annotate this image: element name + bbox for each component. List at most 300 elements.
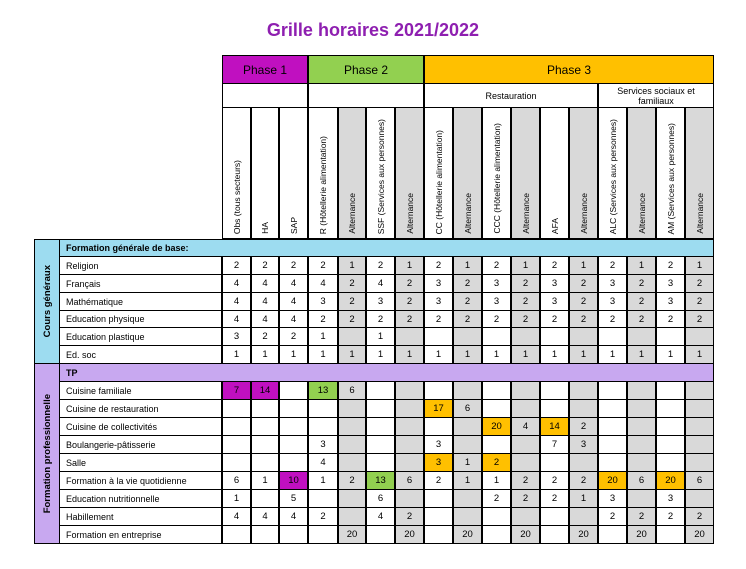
table-cell: 1 bbox=[453, 472, 482, 490]
table-cell bbox=[424, 382, 453, 400]
table-cell: 6 bbox=[222, 472, 251, 490]
table-cell: 4 bbox=[222, 293, 251, 311]
table-cell: 20 bbox=[627, 526, 656, 544]
table-cell: 4 bbox=[366, 508, 395, 526]
table-cell bbox=[395, 436, 424, 454]
table-cell bbox=[482, 400, 511, 418]
table-cell: 7 bbox=[540, 436, 569, 454]
table-cell bbox=[338, 328, 366, 346]
table-cell bbox=[482, 382, 511, 400]
table-cell bbox=[453, 418, 482, 436]
section-header: TP bbox=[60, 364, 714, 382]
table-cell: 2 bbox=[424, 472, 453, 490]
table-cell bbox=[222, 418, 251, 436]
phase-header: Phase 3 bbox=[424, 55, 714, 84]
row-label: Mathématique bbox=[60, 293, 222, 311]
table-cell: 3 bbox=[656, 293, 685, 311]
table-cell: 2 bbox=[511, 490, 540, 508]
table-cell bbox=[598, 328, 627, 346]
table-cell bbox=[511, 508, 540, 526]
table-cell: 3 bbox=[569, 436, 598, 454]
table-cell: 2 bbox=[338, 293, 366, 311]
column-header-label: SAP bbox=[288, 216, 299, 234]
table-cell: 4 bbox=[251, 311, 279, 328]
table-cell bbox=[251, 418, 279, 436]
table-cell: 2 bbox=[685, 293, 714, 311]
table-cell: 1 bbox=[453, 454, 482, 472]
row-label: Formation à la vie quotidienne bbox=[60, 472, 222, 490]
row-label: Formation en entreprise bbox=[60, 526, 222, 544]
table-cell bbox=[308, 418, 338, 436]
table-cell: 20 bbox=[338, 526, 366, 544]
table-cell bbox=[222, 400, 251, 418]
table-cell bbox=[279, 454, 308, 472]
table-cell: 14 bbox=[251, 382, 279, 400]
table-cell: 1 bbox=[569, 346, 598, 364]
table-cell bbox=[279, 418, 308, 436]
table-cell: 2 bbox=[598, 311, 627, 328]
table-cell: 2 bbox=[395, 508, 424, 526]
table-cell bbox=[251, 400, 279, 418]
column-header bbox=[222, 108, 251, 239]
column-header-label: AFA bbox=[549, 217, 560, 234]
table-cell: 1 bbox=[366, 328, 395, 346]
table-cell: 1 bbox=[222, 490, 251, 508]
column-header bbox=[569, 108, 598, 239]
table-cell bbox=[453, 328, 482, 346]
table-cell: 2 bbox=[627, 311, 656, 328]
table-cell: 2 bbox=[540, 257, 569, 275]
table-cell bbox=[511, 328, 540, 346]
table-cell: 17 bbox=[424, 400, 453, 418]
table-cell: 3 bbox=[540, 293, 569, 311]
table-cell bbox=[598, 400, 627, 418]
table-cell: 10 bbox=[279, 472, 308, 490]
column-header bbox=[424, 108, 453, 239]
table-cell: 3 bbox=[308, 293, 338, 311]
table-cell: 4 bbox=[279, 311, 308, 328]
table-cell bbox=[598, 418, 627, 436]
table-cell bbox=[395, 382, 424, 400]
table-cell bbox=[511, 400, 540, 418]
table-cell: 4 bbox=[222, 508, 251, 526]
table-cell: 1 bbox=[424, 346, 453, 364]
table-cell: 1 bbox=[627, 257, 656, 275]
table-cell bbox=[338, 400, 366, 418]
table-cell: 2 bbox=[308, 311, 338, 328]
phase-header: Phase 2 bbox=[308, 55, 424, 84]
table-cell bbox=[540, 328, 569, 346]
table-cell: 4 bbox=[251, 275, 279, 293]
table-cell: 3 bbox=[540, 275, 569, 293]
column-header-label: ALC (Services aux personnes) bbox=[607, 118, 618, 234]
table-cell: 20 bbox=[511, 526, 540, 544]
table-cell: 13 bbox=[366, 472, 395, 490]
table-cell bbox=[685, 328, 714, 346]
table-cell bbox=[685, 490, 714, 508]
table-cell: 14 bbox=[540, 418, 569, 436]
table-cell: 3 bbox=[598, 293, 627, 311]
table-cell: 1 bbox=[656, 346, 685, 364]
table-cell: 3 bbox=[656, 490, 685, 508]
table-cell: 1 bbox=[511, 257, 540, 275]
table-cell bbox=[366, 400, 395, 418]
table-cell: 2 bbox=[338, 311, 366, 328]
table-cell bbox=[279, 382, 308, 400]
table-cell: 1 bbox=[685, 257, 714, 275]
table-cell bbox=[222, 436, 251, 454]
table-cell: 20 bbox=[482, 418, 511, 436]
table-cell: 2 bbox=[627, 293, 656, 311]
table-cell: 2 bbox=[279, 328, 308, 346]
subgroup-restauration: Restauration bbox=[424, 84, 598, 108]
table-cell: 1 bbox=[453, 257, 482, 275]
table-cell bbox=[251, 490, 279, 508]
table-cell: 2 bbox=[540, 311, 569, 328]
table-cell bbox=[366, 382, 395, 400]
table-cell bbox=[453, 436, 482, 454]
table-cell: 2 bbox=[511, 293, 540, 311]
table-cell bbox=[424, 490, 453, 508]
row-label: Education nutritionnelle bbox=[60, 490, 222, 508]
table-cell: 20 bbox=[569, 526, 598, 544]
table-cell bbox=[395, 418, 424, 436]
table-cell: 1 bbox=[338, 257, 366, 275]
column-header bbox=[511, 108, 540, 239]
table-cell bbox=[395, 490, 424, 508]
table-cell: 2 bbox=[395, 293, 424, 311]
table-cell: 2 bbox=[482, 454, 511, 472]
column-header bbox=[338, 108, 366, 239]
table-cell: 2 bbox=[424, 311, 453, 328]
table-cell bbox=[685, 400, 714, 418]
column-header bbox=[685, 108, 714, 239]
table-cell: 1 bbox=[222, 346, 251, 364]
table-cell: 1 bbox=[395, 257, 424, 275]
table-cell bbox=[598, 454, 627, 472]
table-cell: 2 bbox=[569, 293, 598, 311]
table-cell bbox=[308, 526, 338, 544]
table-cell bbox=[251, 436, 279, 454]
table-cell: 2 bbox=[569, 275, 598, 293]
table-cell bbox=[598, 436, 627, 454]
table-cell bbox=[251, 454, 279, 472]
subgroup-services: Services sociaux et familiaux bbox=[598, 84, 714, 108]
table-cell bbox=[395, 400, 424, 418]
table-cell: 7 bbox=[222, 382, 251, 400]
column-header bbox=[656, 108, 685, 239]
table-cell: 1 bbox=[569, 490, 598, 508]
table-cell: 1 bbox=[308, 472, 338, 490]
table-cell: 6 bbox=[685, 472, 714, 490]
table-cell: 20 bbox=[685, 526, 714, 544]
table-cell bbox=[424, 526, 453, 544]
table-cell: 2 bbox=[482, 257, 511, 275]
table-cell bbox=[656, 382, 685, 400]
subgroup-empty bbox=[222, 84, 308, 108]
column-header-label: Alternance bbox=[347, 193, 357, 234]
column-header-label: SSF (Services aux personnes) bbox=[375, 118, 386, 234]
table-cell bbox=[540, 508, 569, 526]
table-cell: 20 bbox=[598, 472, 627, 490]
table-cell bbox=[627, 328, 656, 346]
table-cell: 2 bbox=[338, 472, 366, 490]
row-label: Cuisine de collectivités bbox=[60, 418, 222, 436]
table-cell: 4 bbox=[251, 293, 279, 311]
table-cell: 2 bbox=[569, 418, 598, 436]
table-cell bbox=[279, 400, 308, 418]
table-cell: 2 bbox=[598, 508, 627, 526]
table-cell bbox=[338, 508, 366, 526]
table-cell: 3 bbox=[424, 436, 453, 454]
column-header bbox=[308, 108, 338, 239]
table-cell: 3 bbox=[598, 275, 627, 293]
table-cell: 4 bbox=[308, 275, 338, 293]
table-cell bbox=[627, 418, 656, 436]
column-header bbox=[366, 108, 395, 239]
table-cell: 4 bbox=[511, 418, 540, 436]
table-cell: 2 bbox=[366, 257, 395, 275]
table-cell bbox=[540, 454, 569, 472]
table-cell: 1 bbox=[251, 346, 279, 364]
table-cell bbox=[627, 454, 656, 472]
table-cell bbox=[511, 382, 540, 400]
column-header-label: CC (Hôtellerie alimentation) bbox=[433, 129, 444, 234]
table-cell: 4 bbox=[308, 454, 338, 472]
table-cell bbox=[338, 418, 366, 436]
table-cell bbox=[395, 454, 424, 472]
table-cell bbox=[366, 526, 395, 544]
table-cell bbox=[366, 454, 395, 472]
table-cell: 3 bbox=[308, 436, 338, 454]
table-cell: 1 bbox=[540, 346, 569, 364]
table-cell: 2 bbox=[395, 275, 424, 293]
table-cell bbox=[540, 382, 569, 400]
table-cell bbox=[251, 526, 279, 544]
table-cell bbox=[482, 328, 511, 346]
table-cell bbox=[279, 526, 308, 544]
column-header-label: HA bbox=[260, 222, 270, 234]
group-formation-pro bbox=[34, 364, 60, 544]
table-cell: 2 bbox=[511, 472, 540, 490]
table-cell: 2 bbox=[627, 508, 656, 526]
table-cell: 2 bbox=[453, 293, 482, 311]
table-cell bbox=[656, 400, 685, 418]
table-cell bbox=[482, 526, 511, 544]
table-cell: 2 bbox=[685, 508, 714, 526]
table-cell bbox=[656, 418, 685, 436]
table-cell: 2 bbox=[308, 257, 338, 275]
table-cell: 2 bbox=[222, 257, 251, 275]
subgroup-empty bbox=[308, 84, 424, 108]
group-label: Cours généraux bbox=[41, 265, 53, 338]
table-cell bbox=[424, 328, 453, 346]
table-cell: 2 bbox=[482, 311, 511, 328]
table-cell bbox=[569, 454, 598, 472]
table-cell bbox=[656, 526, 685, 544]
table-cell: 2 bbox=[540, 472, 569, 490]
table-cell: 20 bbox=[656, 472, 685, 490]
table-cell: 2 bbox=[424, 257, 453, 275]
table-cell: 2 bbox=[685, 311, 714, 328]
table-cell bbox=[308, 490, 338, 508]
table-cell: 1 bbox=[366, 346, 395, 364]
row-label: Habillement bbox=[60, 508, 222, 526]
table-cell: 4 bbox=[251, 508, 279, 526]
table-cell: 6 bbox=[366, 490, 395, 508]
table-cell: 2 bbox=[540, 490, 569, 508]
table-cell: 2 bbox=[569, 472, 598, 490]
table-cell: 1 bbox=[308, 328, 338, 346]
table-cell bbox=[222, 454, 251, 472]
table-cell: 2 bbox=[598, 257, 627, 275]
table-cell bbox=[453, 382, 482, 400]
row-label: Education plastique bbox=[60, 328, 222, 346]
table-cell bbox=[338, 436, 366, 454]
table-cell: 2 bbox=[482, 490, 511, 508]
table-cell: 4 bbox=[279, 508, 308, 526]
table-cell: 2 bbox=[656, 311, 685, 328]
table-cell bbox=[569, 400, 598, 418]
row-label: Salle bbox=[60, 454, 222, 472]
table-cell: 20 bbox=[395, 526, 424, 544]
table-cell bbox=[569, 328, 598, 346]
table-cell: 1 bbox=[251, 472, 279, 490]
table-cell: 1 bbox=[308, 346, 338, 364]
column-header-label: Alternance bbox=[462, 193, 473, 234]
column-header-label: Alternance bbox=[694, 193, 705, 234]
table-cell: 2 bbox=[569, 311, 598, 328]
column-header bbox=[627, 108, 656, 239]
table-cell: 5 bbox=[279, 490, 308, 508]
table-cell: 2 bbox=[685, 275, 714, 293]
table-cell: 2 bbox=[656, 508, 685, 526]
table-cell: 4 bbox=[279, 275, 308, 293]
table-cell bbox=[511, 436, 540, 454]
table-cell bbox=[395, 328, 424, 346]
table-cell: 6 bbox=[338, 382, 366, 400]
table-cell bbox=[685, 418, 714, 436]
column-header bbox=[279, 108, 308, 239]
table-cell bbox=[627, 436, 656, 454]
table-cell: 6 bbox=[453, 400, 482, 418]
table-cell bbox=[453, 490, 482, 508]
table-cell: 3 bbox=[222, 328, 251, 346]
table-cell: 3 bbox=[424, 293, 453, 311]
table-cell: 1 bbox=[338, 346, 366, 364]
table-cell bbox=[598, 382, 627, 400]
table-cell: 1 bbox=[482, 346, 511, 364]
table-cell: 4 bbox=[366, 275, 395, 293]
column-header-label: Alternance bbox=[404, 193, 415, 234]
table-cell bbox=[685, 436, 714, 454]
table-cell bbox=[424, 418, 453, 436]
table-cell: 1 bbox=[569, 257, 598, 275]
table-cell: 4 bbox=[222, 311, 251, 328]
table-cell: 2 bbox=[251, 328, 279, 346]
section-header: Formation générale de base: bbox=[60, 239, 714, 257]
table-cell: 2 bbox=[395, 311, 424, 328]
table-cell: 1 bbox=[511, 346, 540, 364]
table-cell: 6 bbox=[395, 472, 424, 490]
table-cell bbox=[598, 526, 627, 544]
table-cell bbox=[569, 382, 598, 400]
row-label: Ed. soc bbox=[60, 346, 222, 364]
table-cell: 3 bbox=[598, 490, 627, 508]
table-cell bbox=[366, 418, 395, 436]
column-header-label: Alternance bbox=[520, 193, 531, 234]
table-cell bbox=[482, 508, 511, 526]
table-cell: 1 bbox=[395, 346, 424, 364]
column-header bbox=[453, 108, 482, 239]
table-cell bbox=[424, 508, 453, 526]
table-cell: 2 bbox=[627, 275, 656, 293]
table-cell: 2 bbox=[338, 275, 366, 293]
table-cell: 3 bbox=[656, 275, 685, 293]
table-cell bbox=[338, 490, 366, 508]
column-header bbox=[395, 108, 424, 239]
table-cell bbox=[308, 400, 338, 418]
table-cell bbox=[540, 526, 569, 544]
table-cell: 2 bbox=[251, 257, 279, 275]
table-cell bbox=[685, 454, 714, 472]
table-cell: 6 bbox=[627, 472, 656, 490]
table-cell bbox=[366, 436, 395, 454]
table-cell: 4 bbox=[222, 275, 251, 293]
table-cell bbox=[685, 382, 714, 400]
phase-header: Phase 1 bbox=[222, 55, 308, 84]
table-cell bbox=[453, 508, 482, 526]
column-header bbox=[540, 108, 569, 239]
table-cell: 2 bbox=[279, 257, 308, 275]
table-cell: 2 bbox=[656, 257, 685, 275]
table-cell bbox=[627, 400, 656, 418]
table-cell: 2 bbox=[366, 311, 395, 328]
table-cell bbox=[511, 454, 540, 472]
table-cell: 2 bbox=[511, 275, 540, 293]
table-cell: 13 bbox=[308, 382, 338, 400]
table-cell: 3 bbox=[424, 275, 453, 293]
table-cell: 1 bbox=[598, 346, 627, 364]
column-header-label: CCC (Hôtellerie alimentation) bbox=[491, 123, 502, 234]
table-cell: 3 bbox=[424, 454, 453, 472]
table-cell: 3 bbox=[366, 293, 395, 311]
table-cell bbox=[540, 400, 569, 418]
table-cell: 1 bbox=[279, 346, 308, 364]
table-cell: 20 bbox=[453, 526, 482, 544]
column-header-label: Obs (tous secteurs) bbox=[231, 159, 242, 234]
table-cell: 3 bbox=[482, 275, 511, 293]
row-label: Cuisine de restauration bbox=[60, 400, 222, 418]
table-cell bbox=[627, 490, 656, 508]
column-header bbox=[482, 108, 511, 239]
row-label: Français bbox=[60, 275, 222, 293]
table-cell bbox=[482, 436, 511, 454]
column-header-label: AM (Services aux personnes) bbox=[665, 122, 676, 234]
table-cell: 4 bbox=[279, 293, 308, 311]
table-cell: 1 bbox=[453, 346, 482, 364]
table-cell bbox=[569, 508, 598, 526]
table-cell bbox=[222, 526, 251, 544]
table-cell: 1 bbox=[685, 346, 714, 364]
column-header bbox=[251, 108, 279, 239]
table-cell: 2 bbox=[511, 311, 540, 328]
group-label: Formation professionnelle bbox=[41, 393, 53, 514]
column-header-label: Alternance bbox=[578, 193, 589, 234]
table-cell: 2 bbox=[453, 275, 482, 293]
row-label: Cuisine familiale bbox=[60, 382, 222, 400]
column-header-label: Alternance bbox=[636, 193, 647, 234]
